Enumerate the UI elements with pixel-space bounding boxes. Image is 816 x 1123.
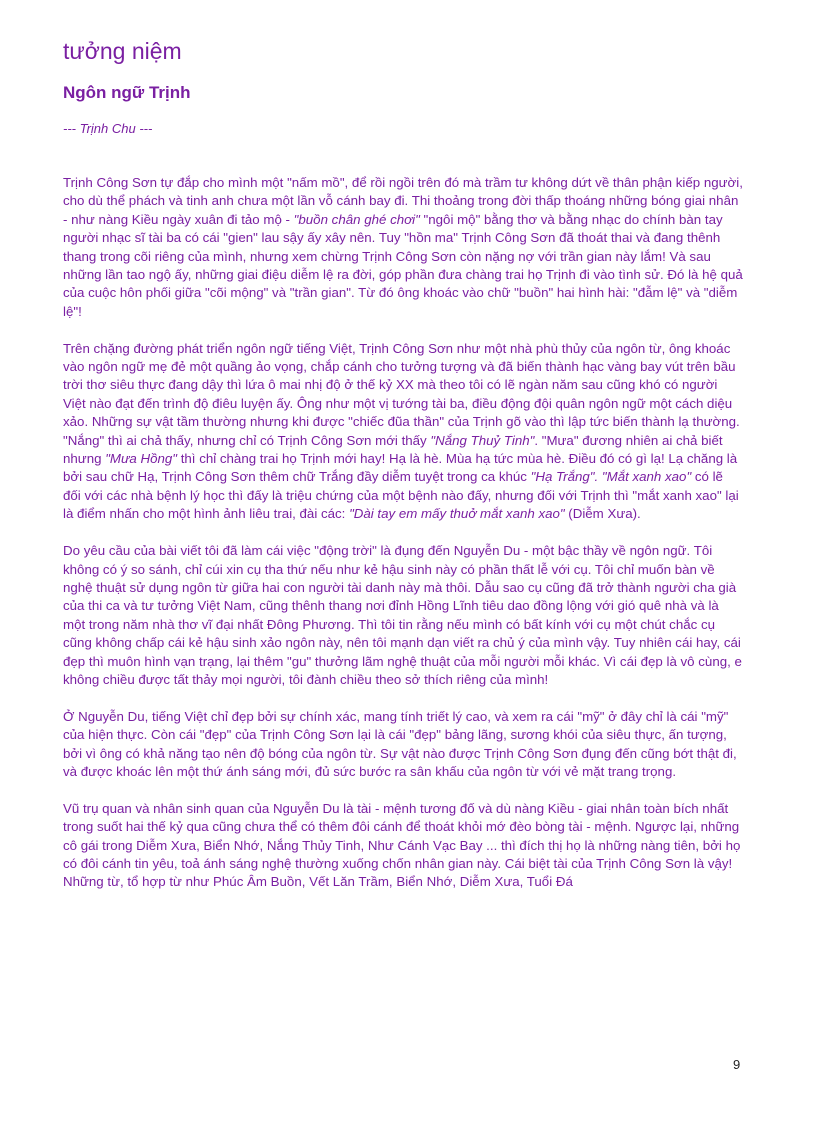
author-byline: --- Trịnh Chu --- xyxy=(63,121,153,136)
text-run: Do yêu cầu của bài viết tôi đã làm cái việc "động trời" là đụng đến Nguyễn Du - một bậc thầy về ngôn ngữ. Tôi không có ý so sánh, chỉ cúi xin cụ tha thứ nếu như kẻ hậu sinh này có phần thất lễ với cụ. Tôi chỉ muốn bàn về nghệ thuật sử dụng ngôn từ giữa hai con người tài danh này mà thôi. Dẫu sao cụ cũng đã trở thành người cha già của thi ca và tư tưởng Việt Nam, cũng thênh thang nơi đỉnh Hồng Lĩnh tiêu dao đồng lộng với gió quê nhà và là một trong năm nhà thơ vĩ đại nhất Đông Phương. Thì tôi tin rằng nếu mình có bất kính với cụ một chút chắc cụ cũng không chấp cái kẻ hậu sinh xảo ngôn này, nên tôi mạnh dạn viết ra chủ ý của mình vậy. Tuy nhiên cái hay, cái đẹp thì muôn hình vạn trạng, lại thêm "gu" thưởng lãm nghệ thuật của mỗi người mỗi khác. Vì cái đẹp là vô cùng, e không chiều được tất thảy mọi người, tôi đành chiều theo sở thích riêng của mình! xyxy=(63,543,742,687)
quoted-phrase: "Mưa Hồng" xyxy=(105,451,178,467)
article-body xyxy=(63,174,743,892)
text-run: (Diễm Xưa). xyxy=(564,506,641,522)
text-run: . "Mưa" đương nhiên ai chả biết nhưng xyxy=(63,432,723,467)
text-run: "ngôi mộ" bằng thơ và bằng nhạc do chính bàn tay người nhạc sĩ tài ba có cái "gien" lau sậy ấy xây nên. Tuy "hồn ma" Trịnh Công Sơn đã thoát thai và đang thênh thang trong cõi riêng của mình, nhưng xem chừng Trịnh Công Sơn còn nặng nợ với trần gian này lắm! Và sau những lần tao ngộ ấy, những giai điệu diễm lệ ra đời, góp phần đưa chàng trai họ Trịnh đi vào tình sử. Đó là hệ quả của cuộc hôn phối giữa "cõi mộng" và "trần gian". Từ đó ông khoác vào chữ "buồn" hai hình hài: "đẫm lệ" và "diễm lệ"! xyxy=(63,211,743,319)
article-title: Ngôn ngữ Trịnh xyxy=(63,83,191,102)
paragraph xyxy=(63,542,743,689)
site-title: tưởng niệm xyxy=(63,38,182,64)
document-page xyxy=(63,36,743,910)
text-run: Trịnh Công Sơn tự đắp cho mình một "nấm mồ", để rồi ngồi trên đó mà trầm tư không dứt về thân phận kiếp người, cho dù thể phách và tinh anh chưa một lần vỗ cánh bay đi. Thi thoảng trong đời thấp thoáng những bóng giai nhân - như nàng Kiều ngày xuân đi tảo mộ - xyxy=(63,175,743,227)
text-run: có lẽ đối với các nhà bệnh lý học thì đấy là triệu chứng của một bệnh nào đấy, nhưng đối với Trịnh thì "mắt xanh xao" lại là điểm nhấn cho một hình ảnh liêu trai, đài các: xyxy=(63,469,739,522)
text-run: Trên chặng đường phát triển ngôn ngữ tiếng Việt, Trịnh Công Sơn như một nhà phù thủy của ngôn từ, ông khoác vào ngôn ngữ mẹ đẻ một quầng ảo vọng, chắp cánh cho tưởng tượng và đã biến thành hạc vàng bay vút trên bầu trời thơ siêu thực đang dậy thì lứa ô mai nhị độ ở thế kỷ XX mà theo tôi có lẽ ngàn năm sau cũng khó có người Việt nào đạt đến trình độ điêu luyện ấy. Ông như một vị tướng tài ba, điều động đội quân ngôn ngữ một cách diệu xảo. Những sự vật tầm thường nhưng khi được "chiếc đũa thần" của Trịnh gõ vào thì lập tức biến thành lạ thường. "Nắng" thì ai chả thấy, nhưng chỉ có Trịnh Công Sơn mới thấy xyxy=(63,340,740,448)
paragraph xyxy=(63,174,743,321)
quoted-phrase: "buồn chân ghé chơi" xyxy=(293,211,420,227)
text-run: Vũ trụ quan và nhân sinh quan của Nguyễn Du là tài - mệnh tương đố và dù nàng Kiều - giai nhân toàn bích nhất trong suốt hai thế kỷ qua cũng chưa thể có thêm đôi cánh để thoát khỏi mớ đèo bòng tài - mệnh. Ngược lại, những cô gái trong Diễm Xưa, Biển Nhớ, Nắng Thủy Tinh, Như Cánh Vạc Bay ... thì đích thị họ là những nàng tiên, bởi họ có đôi cánh tin yêu, toả ánh sáng nghệ thường xuống chốn nhân gian này. Cái biệt tài của Trịnh Công Sơn là vậy! Những từ, tổ hợp từ như Phúc Âm Buồn, Vết Lăn Trầm, Biển Nhớ, Diễm Xưa, Tuổi Đá xyxy=(63,800,741,890)
page-number: 9 xyxy=(733,1057,741,1072)
text-run: Ở Nguyễn Du, tiếng Việt chỉ đẹp bởi sự chính xác, mang tính triết lý cao, và xem ra cái "mỹ" ở đây chỉ là cái "mỹ" của hiện thực. Còn cái "đẹp" của Trịnh Công Sơn lại là cái "đẹp" bảng lãng, sương khói của siêu thực, ấn tượng, bởi vì ông có khả năng tạo nên độ bóng của ngôn từ. Sự vật nào được Trịnh Công Sơn đụng đến cũng bớt thật đi, và được khoác lên một thứ ánh sáng mới, đủ sức bước ra sân khấu của ngôn từ với vẻ mặt trang trọng. xyxy=(63,708,737,779)
quoted-phrase: "Nắng Thuỷ Tinh" xyxy=(430,432,535,448)
paragraph xyxy=(63,800,743,892)
quoted-phrase: "Dài tay em mấy thuở mắt xanh xao" xyxy=(349,506,565,522)
quoted-phrase: "Hạ Trắng". "Mắt xanh xao" xyxy=(530,469,692,485)
text-run: thì chỉ chàng trai họ Trịnh mới hay! Hạ là hè. Mùa hạ tức mùa hè. Điều đó có gì lạ! Lạ chăng là bởi sau chữ Hạ, Trịnh Công Sơn thêm chữ Trắng đầy diễm tuyệt trong ca khúc xyxy=(63,451,738,485)
paragraph xyxy=(63,340,743,524)
paragraph xyxy=(63,708,743,782)
